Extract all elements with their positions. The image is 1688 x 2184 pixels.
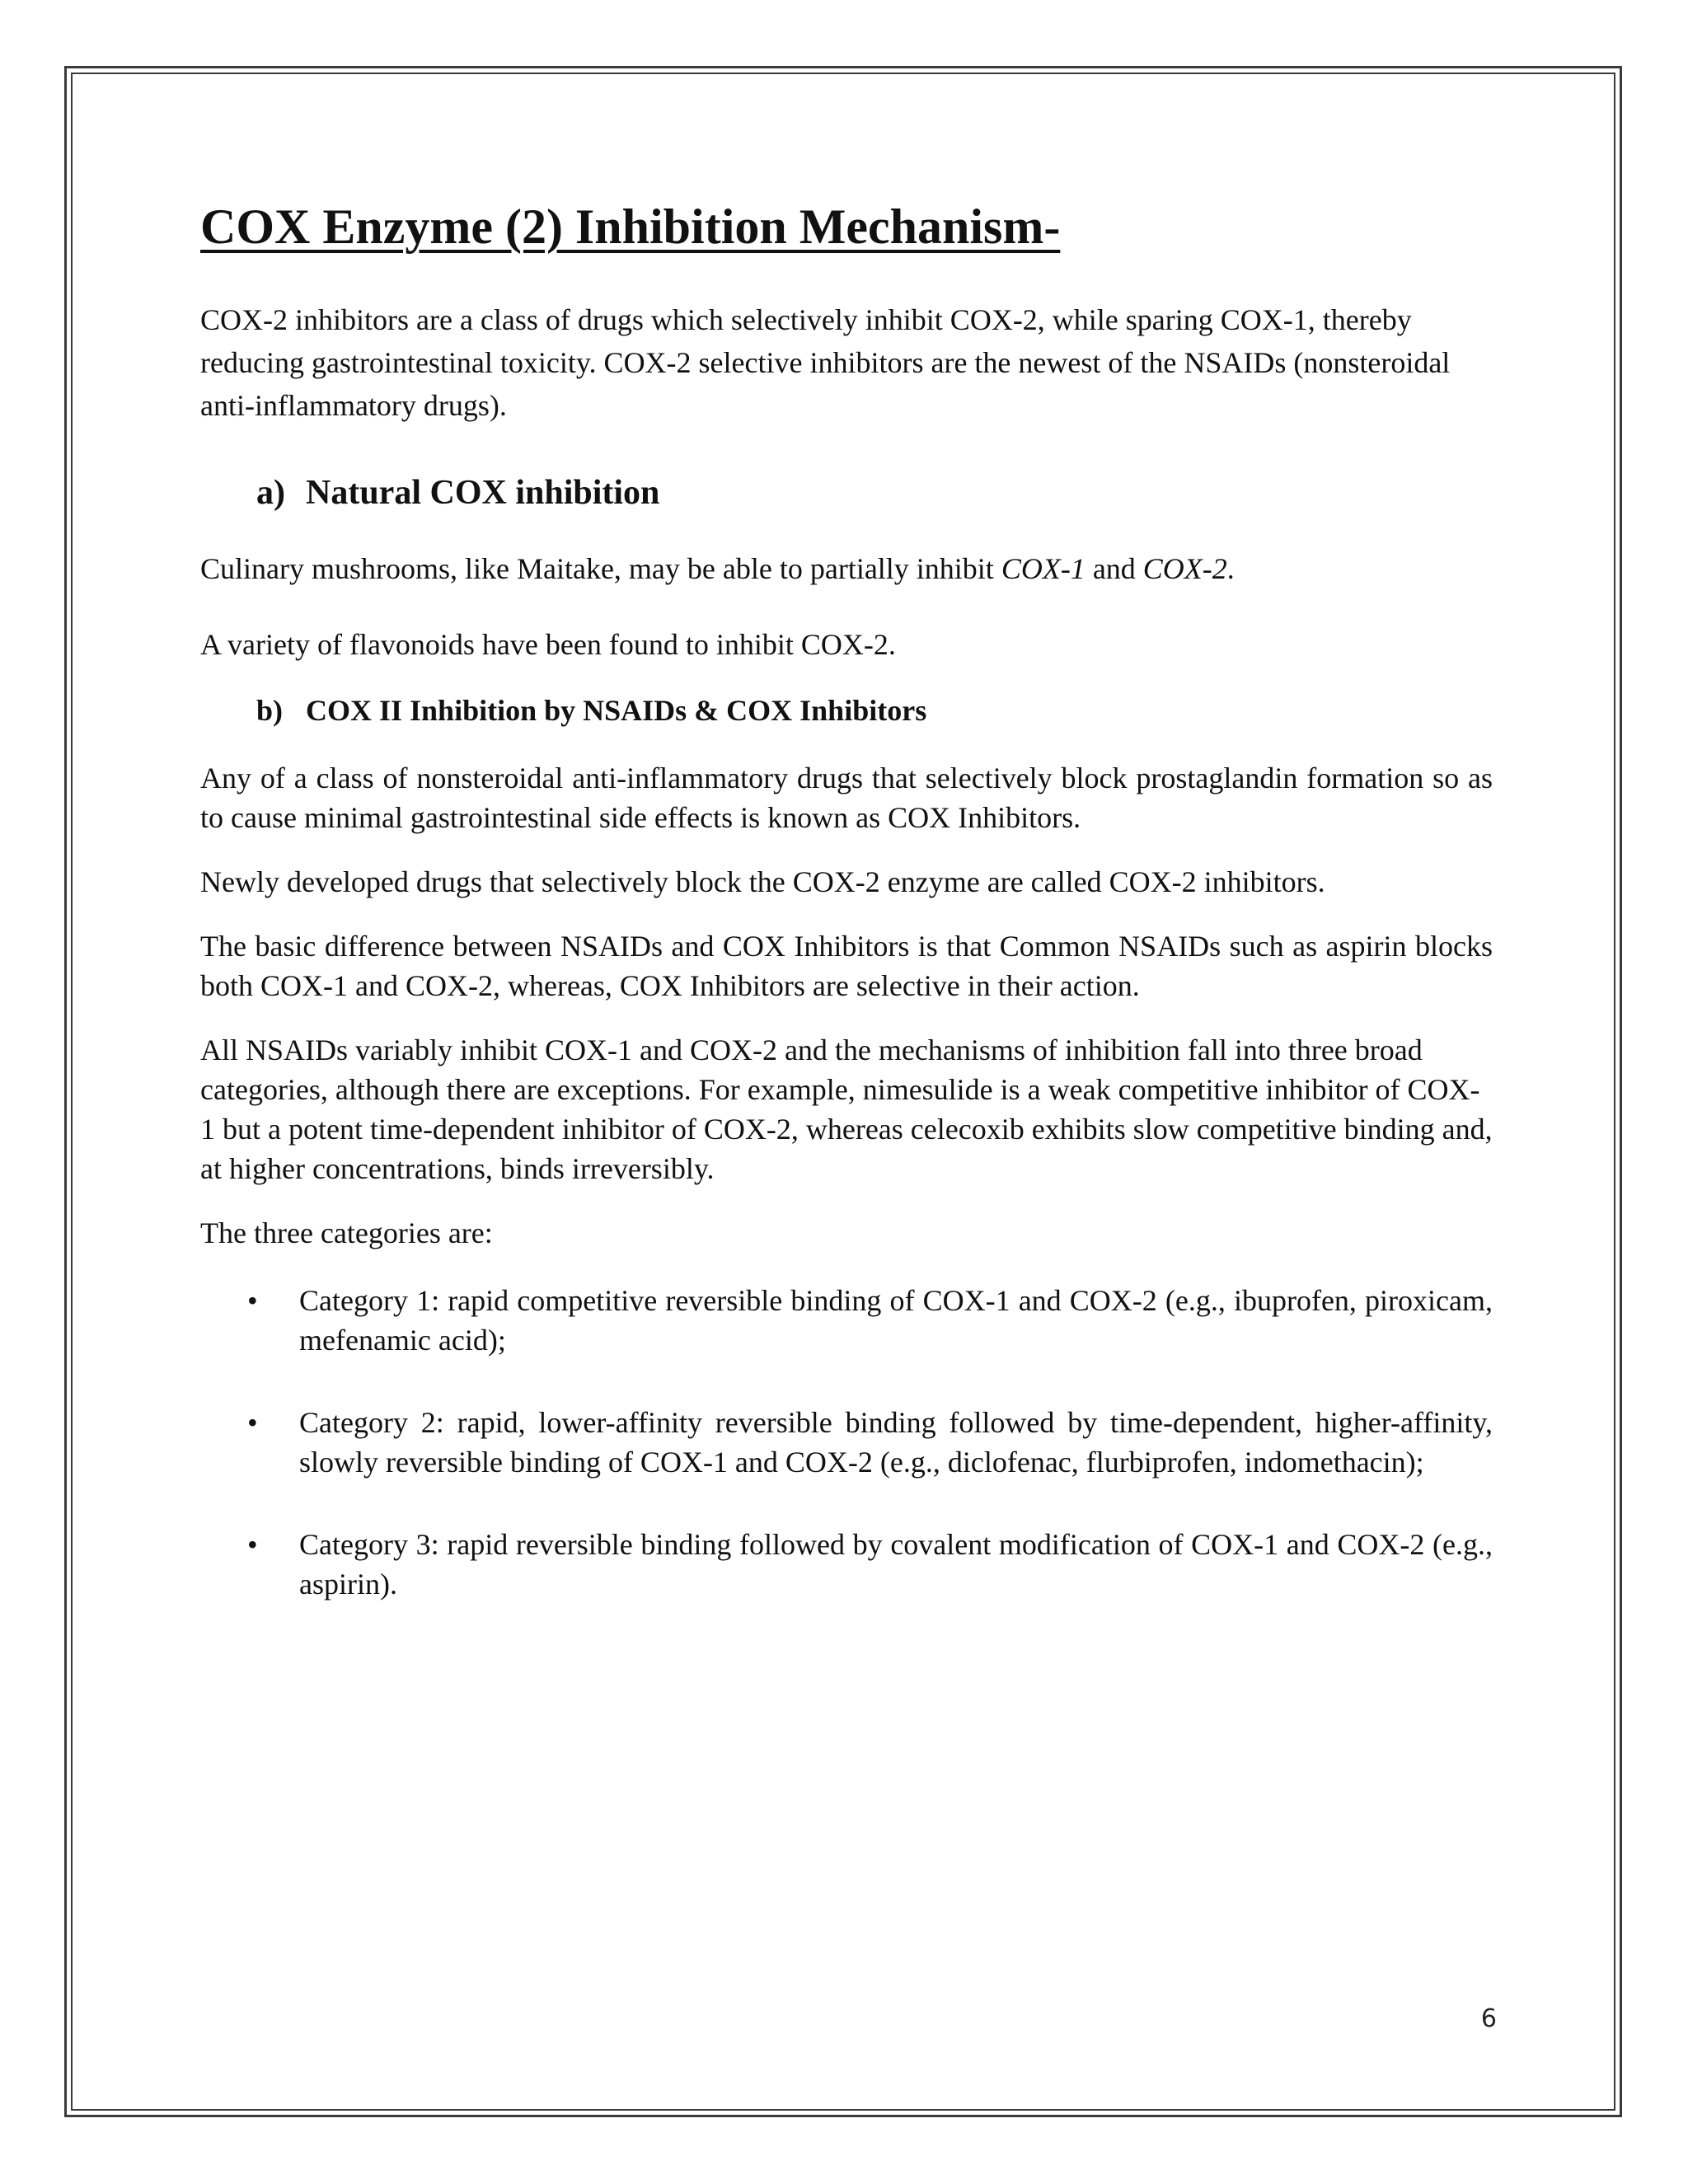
category-2-text: Category 2: rapid, lower-affinity reversible binding followed by time-dependent, higher-affinity, slowly reversible binding of COX-1 and COX-2 (e.g., diclofenac, flurbiprofen, indomethacin); xyxy=(299,1406,1493,1479)
categories-list xyxy=(200,1281,1493,1604)
section-a-heading xyxy=(256,470,1493,516)
and-word: and xyxy=(1092,552,1136,585)
mushrooms-paragraph xyxy=(200,549,1493,588)
list-item xyxy=(200,1281,1493,1360)
mushrooms-text: Culinary mushrooms, like Maitake, may be able to partially inhibit xyxy=(200,552,994,585)
list-item xyxy=(200,1403,1493,1482)
category-1-text: Category 1: rapid competitive reversible binding of COX-1 and COX-2 (e.g., ibuprofen, piroxicam, mefenamic acid); xyxy=(299,1284,1493,1357)
period: . xyxy=(1226,552,1235,585)
intro-paragraph: COX-2 inhibitors are a class of drugs which selectively inhibit COX-2, while sparing COX-1, thereby reducing gastrointestinal toxicity. COX-2 selective inhibitors are the newest of the NSAIDs (nonsteroidal anti-inflammatory drugs). xyxy=(200,303,1451,422)
page-content xyxy=(200,198,1493,1647)
page-number: 6 xyxy=(1480,2004,1497,2033)
page-title: COX Enzyme (2) Inhibition Mechanism- xyxy=(200,199,1061,254)
list-item xyxy=(200,1525,1493,1604)
cox1-term: COX-1 xyxy=(1001,552,1085,585)
cox2-inhibitors-paragraph: Newly developed drugs that selectively block the COX-2 enzyme are called COX-2 inhibitors. xyxy=(200,865,1325,898)
section-b-heading xyxy=(256,691,1493,730)
section-a-title: Natural COX inhibition xyxy=(306,474,660,512)
flavonoids-paragraph: A variety of flavonoids have been found to inhibit COX-2. xyxy=(200,628,896,661)
bullet-icon: • xyxy=(247,1284,258,1317)
section-b-marker: b) xyxy=(256,694,284,727)
section-a-marker: a) xyxy=(256,474,285,512)
categories-intro: The three categories are: xyxy=(200,1216,493,1249)
category-3-text: Category 3: rapid reversible binding followed by covalent modification of COX-1 and COX-2 (e.g., aspirin). xyxy=(299,1528,1493,1601)
section-b-title: COX II Inhibition by NSAIDs & COX Inhibitors xyxy=(306,694,927,727)
bullet-icon: • xyxy=(247,1406,258,1439)
difference-paragraph: The basic difference between NSAIDs and COX Inhibitors is that Common NSAIDs such as aspirin blocks both COX-1 and COX-2, whereas, COX Inhibitors are selective in their action. xyxy=(200,930,1493,1002)
cox-inhibitors-definition: Any of a class of nonsteroidal anti-inflammatory drugs that selectively block prostaglandin formation so as to cause minimal gastrointestinal side effects is known as COX Inhibitors. xyxy=(200,762,1493,834)
mechanisms-paragraph: All NSAIDs variably inhibit COX-1 and COX-2 and the mechanisms of inhibition fall into three broad categories, although there are exceptions. For example, nimesulide is a weak competitive inhibitor of COX-1 but a potent time-dependent inhibitor of COX-2, whereas celecoxib exhibits slow competitive binding and, at higher concentrations, binds irreversibly. xyxy=(200,1033,1493,1185)
bullet-icon: • xyxy=(247,1528,258,1561)
cox2-term: COX-2 xyxy=(1142,552,1227,585)
